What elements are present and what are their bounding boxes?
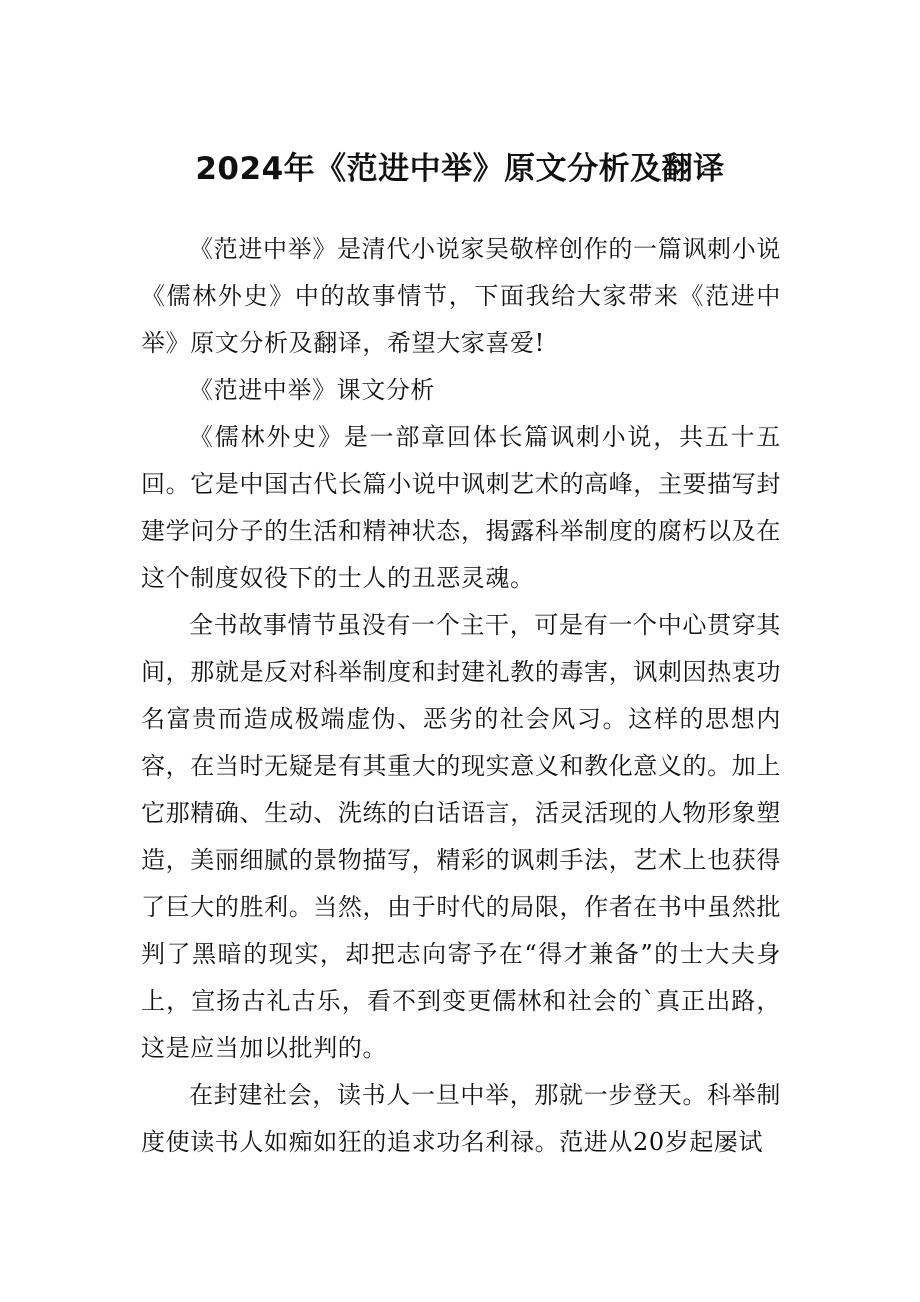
paragraph-section-heading: 《范进中举》课文分析	[189, 376, 435, 404]
paragraph-intro: 《范进中举》是清代小说家吴敬梓创作的一篇讽刺小说《儒林外史》中的故事情节，下面我给大家带来《范进中举》原文分析及翻译，希望大家喜爱!	[141, 235, 781, 357]
document-body	[141, 226, 781, 1166]
paragraph-rulin-overview: 《儒林外史》是一部章回体长篇讽刺小说，共五十五回。它是中国古代长篇小说中讽刺艺术的高峰，主要描写封建学问分子的生活和精神状态，揭露科举制度的腐朽以及在这个制度奴役下的士人的丑恶灵魂。	[141, 423, 781, 592]
paragraph-theme-analysis: 全书故事情节虽没有一个主干，可是有一个中心贯穿其间，那就是反对科举制度和封建礼教的毒害，讽刺因热衷功名富贵而造成极端虚伪、恶劣的社会风习。这样的思想内容，在当时无疑是有其重大的现实意义和教化意义的。加上它那精确、生动、洗练的白话语言，活灵活现的人物形象塑造，美丽细腻的景物描写，精彩的讽刺手法，艺术上也获得了巨大的胜利。当然，由于时代的局限，作者在书中虽然批判了黑暗的现实，却把志向寄予在“得才兼备”的士大夫身上，宣扬古礼古乐，看不到变更儒林和社会的`真正出路，这是应当加以批判的。	[141, 611, 781, 1062]
paragraph-imperial-exam: 在封建社会，读书人一旦中举，那就一步登天。科举制度使读书人如痴如狂的追求功名利禄。范进从20岁起屡试	[141, 1081, 781, 1156]
document-title: 2024年《范进中举》原文分析及翻译	[195, 151, 725, 187]
